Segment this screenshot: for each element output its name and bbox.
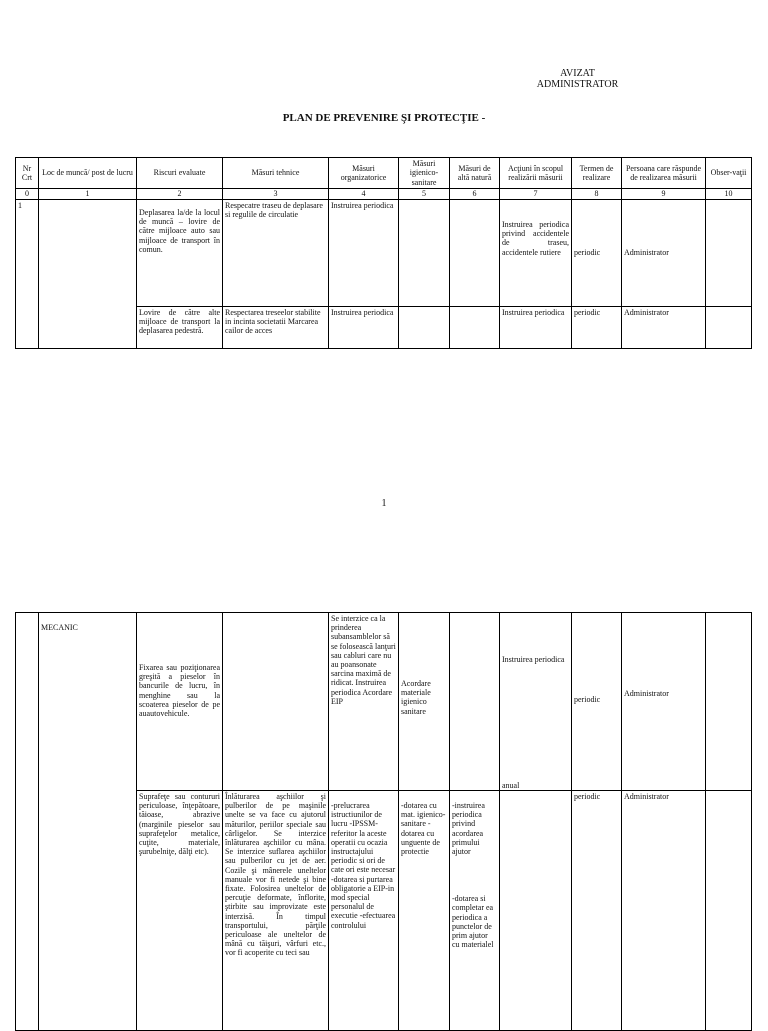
actiuni-termen-anual: anual: [502, 780, 520, 790]
table-row: [16, 200, 752, 307]
col-observatii: Obser-vaţii: [706, 158, 752, 189]
col-masuri-alta-natura: Măsuri de altă natură: [450, 158, 500, 189]
plan-table-page1: [15, 157, 752, 349]
alta-natura-text-2: -dotarea si completar ea periodica a punctelor de prim ajutor cu materialel: [452, 894, 494, 950]
col-number: 9: [622, 189, 706, 200]
risc-cell: [137, 613, 223, 791]
termen-text: periodic: [574, 248, 601, 258]
persoana-cell: [622, 200, 706, 307]
actiuni-cell: Instruirea periodica: [500, 307, 572, 349]
row-nr: [16, 613, 39, 1031]
header-row: [16, 158, 752, 189]
termen-cell: periodic: [572, 791, 622, 1031]
risc-text: Deplasarea la/de la locul de muncă – lovire de către mijloace auto sau mijloace de transport în comun.: [139, 208, 220, 254]
col-number: 3: [223, 189, 329, 200]
alta-natura-text: -instruirea periodica privind acordarea primului ajutor: [452, 801, 485, 857]
document-title: PLAN DE PREVENIRE ŞI PROTECŢIE -: [282, 112, 486, 124]
col-loc-munca: Loc de muncă/ post de lucru: [39, 158, 137, 189]
loc-munca-cell: [39, 613, 137, 1031]
risc-text: Fixarea sau poziţionarea greşită a pieselor în bancurile de lucru, în menghine sau la scoaterea pieselor de pe auautovehicule.: [139, 663, 220, 719]
persoana-text: Administrator: [624, 689, 669, 698]
organizatorice-cell: Instruirea periodica: [329, 307, 399, 349]
loc-munca-text: MECANIC: [41, 623, 78, 632]
alta-natura-cell: [450, 613, 500, 791]
col-number: 2: [137, 189, 223, 200]
row-nr: 1: [16, 200, 39, 349]
observatii-cell: [706, 200, 752, 307]
col-number: 7: [500, 189, 572, 200]
igienico-text: Acordare materiale igienico sanitare: [401, 679, 431, 716]
igienico-cell: [399, 307, 450, 349]
plan-table-page2: [15, 612, 752, 1031]
col-termen: Termen de realizare: [572, 158, 622, 189]
alta-natura-cell: [450, 791, 500, 1031]
risc-cell: Lovire de către alte mijloace de transport la deplasarea pedestră.: [137, 307, 223, 349]
igienico-cell: [399, 791, 450, 1031]
persoana-cell: Administrator: [622, 307, 706, 349]
risc-cell: Suprafeţe sau contururi periculoase, înţepătoare, tăioase, abrazive (marginile pieselor sau suprafeţelor metalice, cuţite, materiale, şurubelniţe, dălţi etc).: [137, 791, 223, 1031]
observatii-cell: [706, 791, 752, 1031]
col-number: 8: [572, 189, 622, 200]
actiuni-cell: [500, 791, 572, 1031]
organizatorice-cell: Se interzice ca la prinderea subansamblelor să se folosească lanţuri sau cabluri care nu au poansonate sarcina maximă de ridicat. Instruirea periodica Acordare EIP: [329, 613, 399, 791]
col-masuri-tehnice: Măsuri tehnice: [223, 158, 329, 189]
alta-natura-cell: [450, 307, 500, 349]
avizat-block: [520, 68, 635, 90]
page-number: 1: [381, 498, 387, 509]
tehnice-cell: Respecatre traseu de deplasare si regulile de circulatie: [223, 200, 329, 307]
termen-cell: periodic: [572, 307, 622, 349]
column-number-row: [16, 189, 752, 200]
persoana-cell: [622, 613, 706, 791]
col-nr-crt: Nr Crt: [16, 158, 39, 189]
organizatorice-cell: Instruirea periodica: [329, 200, 399, 307]
tehnice-cell: Respectarea treseelor stabilite in incinta societatii Marcarea cailor de acces: [223, 307, 329, 349]
col-number: 10: [706, 189, 752, 200]
risc-cell: [137, 200, 223, 307]
termen-cell: [572, 613, 622, 791]
organizatorice-text: -prelucrarea istructiunilor de lucru -IPSSM- referitor la aceste operatii cu ocazia instructajului periodic si ori de cate ori este necesar -dotarea si purtarea obligatorie a EIP-in mod special personalul de executie -efectuarea controlului: [331, 801, 396, 930]
actiuni-text: Instruirea periodica: [502, 655, 565, 664]
termen-text: periodic: [574, 695, 601, 704]
organizatorice-cell: [329, 791, 399, 1031]
igienico-text: -dotarea cu mat. igienico-sanitare -dotarea cu unguente de protectie: [401, 801, 446, 857]
col-number: 4: [329, 189, 399, 200]
col-number: 1: [39, 189, 137, 200]
col-persoana: Persoana care răspunde de realizarea măsurii: [622, 158, 706, 189]
alta-natura-cell: [450, 200, 500, 307]
avizat-label: AVIZAT: [560, 68, 595, 79]
col-number: 6: [450, 189, 500, 200]
actiuni-cell: [500, 613, 572, 791]
col-riscuri: Riscuri evaluate: [137, 158, 223, 189]
loc-munca-cell: [39, 200, 137, 349]
col-actiuni: Acţiuni în scopul realizării măsurii: [500, 158, 572, 189]
tehnice-cell: [223, 613, 329, 791]
observatii-cell: [706, 307, 752, 349]
termen-cell: [572, 200, 622, 307]
actiuni-cell: [500, 200, 572, 307]
observatii-cell: [706, 613, 752, 791]
col-masuri-igienico: Măsuri igienico-sanitare: [399, 158, 450, 189]
persoana-cell: Administrator: [622, 791, 706, 1031]
actiuni-text: Instruirea periodica privind accidentele de traseu, accidentele rutiere: [502, 220, 569, 257]
table-row: [16, 613, 752, 791]
col-masuri-organizatorice: Măsuri organizatorice: [329, 158, 399, 189]
col-number: 5: [399, 189, 450, 200]
igienico-cell: [399, 200, 450, 307]
persoana-text: Administrator: [624, 248, 669, 258]
avizat-role: ADMINISTRATOR: [536, 79, 619, 90]
tehnice-cell: Înlăturarea aşchiilor şi pulberilor de pe maşinile unelte se va face cu ajutorul măturilor, periilor speciale sau cârligelor. Se interzice înlăturarea aşchiilor cu mâna. Se interzice suflarea aşchiilor sau pulberilor cu jet de aer. Cozile şi mânerele uneltelor manuale vor fi netede şi bine fixate. Folosirea uneltelor de percuţie deformate, înflorite, ştirbite sau improvizate este interzisă. În timpul transportului, părţile periculoase ale uneltelor de mână cu tăişuri, vârfuri etc., vor fi acoperite cu teci sau: [223, 791, 329, 1031]
col-number: 0: [16, 189, 39, 200]
igienico-cell: [399, 613, 450, 791]
